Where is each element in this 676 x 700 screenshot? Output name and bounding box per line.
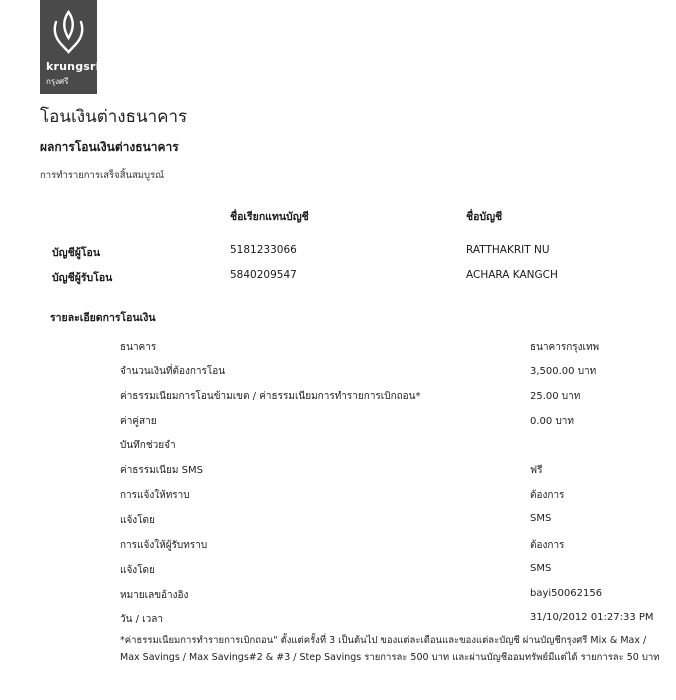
detail-label: แจ้งโดย: [120, 565, 155, 576]
detail-row-sms-fee: [0, 463, 676, 481]
detail-row-datetime: [0, 612, 676, 630]
detail-value: 3,500.00 บาท: [530, 366, 597, 377]
receiver-account-name: ACHARA KANGCH: [466, 269, 558, 281]
detail-label: บันทึกช่วยจำ: [120, 440, 176, 451]
receiver-account-number: 5840209547: [230, 269, 297, 281]
detail-label: หมายเลขอ้างอิง: [120, 590, 189, 601]
logo-brand-thai: กรุงศรี: [46, 77, 69, 86]
detail-value: ฟรี: [530, 465, 543, 476]
detail-value: 25.00 บาท: [530, 391, 581, 402]
krungsri-emblem-icon: [50, 8, 87, 54]
detail-label: ค่าธรรมเนียม SMS: [120, 465, 203, 476]
detail-row-notify-receiver-by: [0, 563, 676, 581]
sender-account-label: บัญชีผู้โอน: [52, 247, 101, 259]
page-subtitle: ผลการโอนเงินต่างธนาคาร: [40, 140, 179, 154]
detail-row-line-fee: [0, 414, 676, 432]
detail-label: แจ้งโดย: [120, 515, 155, 526]
detail-label: การแจ้งให้ผู้รับทราบ: [120, 540, 208, 551]
detail-value: 31/10/2012 01:27:33 PM: [530, 612, 654, 623]
detail-value: 0.00 บาท: [530, 416, 574, 427]
detail-row-notify: [0, 488, 676, 506]
detail-row-memo: [0, 438, 676, 456]
detail-row-reference: [0, 588, 676, 606]
detail-row-fee: [0, 389, 676, 407]
detail-row-notify-receiver: [0, 538, 676, 556]
sender-account-number: 5181233066: [230, 244, 297, 256]
col-header-account-number: ชื่อเรียกแทนบัญชี: [230, 211, 309, 223]
col-header-account-name: ชื่อบัญชี: [466, 211, 503, 223]
detail-value: SMS: [530, 513, 552, 524]
detail-value: ต้องการ: [530, 490, 565, 501]
detail-label: ธนาคาร: [120, 342, 157, 353]
sender-account-name: RATTHAKRIT NU: [466, 244, 550, 256]
fee-footnote: *ค่าธรรมเนียมการทำรายการเบิกถอน" ตั้งแต่ครั้งที่ 3 เป็นต้นไป ของแต่ละเดือนและของแต่ละบัญชี ผ่านบัญชีกรุงศรี Mix & Max / Max Savings / Max Savings#2 & #3 / Step Savings รายการละ 500 บาท และผ่านบัญชีออมทรัพย์มีแต่ได้ รายการละ 50 บาท: [120, 635, 660, 663]
krungsri-logo: [40, 0, 100, 94]
detail-label: ค่าคู่สาย: [120, 416, 157, 427]
detail-label: จำนวนเงินที่ต้องการโอน: [120, 366, 226, 377]
logo-brand-name: krungsri: [46, 60, 100, 73]
detail-value: ต้องการ: [530, 540, 565, 551]
status-message: การทำรายการเสร็จสิ้นสมบูรณ์: [40, 170, 164, 181]
detail-label: วัน / เวลา: [120, 614, 163, 625]
detail-value: SMS: [530, 563, 552, 574]
detail-row-bank: [0, 340, 676, 358]
detail-label: การแจ้งให้ทราบ: [120, 490, 190, 501]
detail-value: ธนาคารกรุงเทพ: [530, 342, 600, 353]
details-heading: รายละเอียดการโอนเงิน: [50, 312, 156, 324]
page-title: โอนเงินต่างธนาคาร: [40, 107, 188, 127]
detail-row-amount: [0, 364, 676, 382]
detail-label: ค่าธรรมเนียมการโอนข้ามเขต / ค่าธรรมเนียมการทำรายการเบิกถอน*: [120, 391, 421, 402]
detail-value: bayi50062156: [530, 588, 603, 599]
receiver-account-label: บัญชีผู้รับโอน: [52, 272, 113, 284]
detail-row-notify-by: [0, 513, 676, 531]
